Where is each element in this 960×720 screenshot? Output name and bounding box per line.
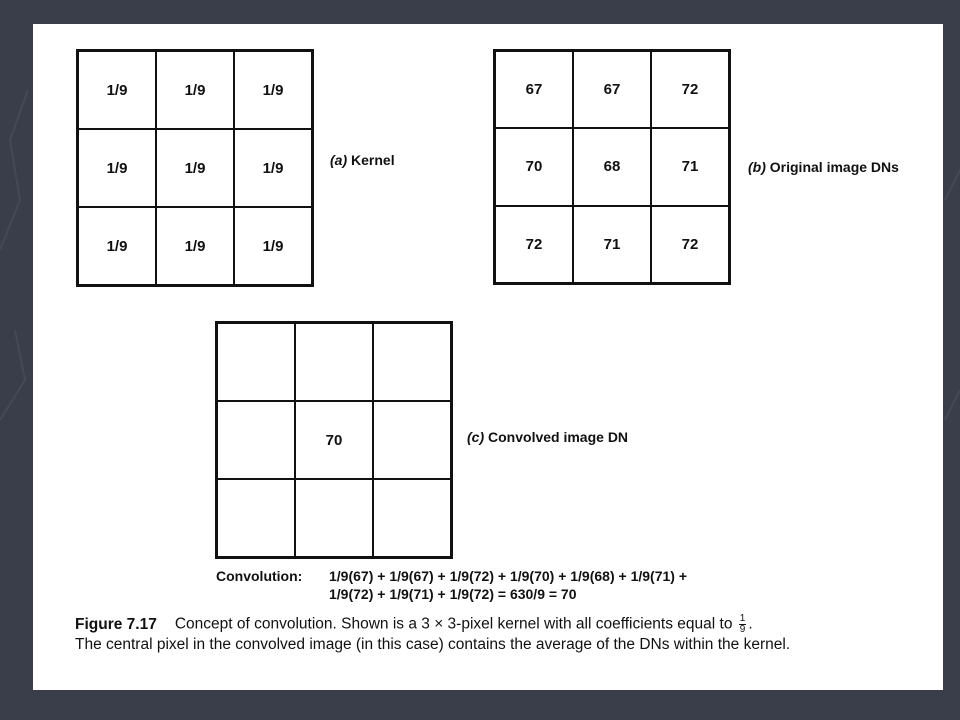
figure-label: Figure 7.17 [75,615,157,633]
kernel-cell: 1/9 [78,51,156,129]
kernel-caption [330,152,395,168]
one-ninth-fraction [739,614,747,635]
convolved-image-grid [215,321,453,559]
convolution-label: Convolution: [216,568,303,584]
convolved-cell [373,401,451,479]
figure-caption-period: . [748,615,753,633]
figure-caption-line-2: The central pixel in the convolved image (in this case) contains the average of the DNs within the kernel. [75,636,791,653]
kernel-cell: 1/9 [156,129,234,207]
original-cell: 72 [651,206,729,283]
figure-caption-text-1: Concept of convolution. Shown is a 3 × 3-pixel kernel with all coefficients equal to [174,615,733,633]
convolved-cell [295,479,373,557]
original-caption-tag: (b) [748,159,766,175]
original-cell: 67 [573,51,651,128]
kernel-grid [76,49,314,287]
fraction-numerator: 1 [739,613,746,624]
kernel-cell: 1/9 [78,129,156,207]
figure-caption-line-1 [75,614,925,635]
convolved-cell [295,323,373,401]
convolved-cell [217,401,295,479]
figure-caption [75,614,925,655]
original-cell: 68 [573,128,651,205]
original-caption-text: Original image DNs [769,159,899,175]
convolved-caption [467,429,628,445]
convolution-line-2: 1/9(72) + 1/9(71) + 1/9(72) = 630/9 = 70 [329,586,577,602]
convolved-cell [373,323,451,401]
kernel-caption-text: Kernel [351,152,395,168]
original-cell: 71 [651,128,729,205]
kernel-cell: 1/9 [234,207,312,285]
kernel-cell: 1/9 [234,129,312,207]
convolved-caption-tag: (c) [467,429,485,445]
kernel-cell: 1/9 [78,207,156,285]
convolved-center-cell: 70 [295,401,373,479]
convolved-cell [217,323,295,401]
fraction-denominator: 9 [739,624,746,635]
kernel-cell: 1/9 [156,51,234,129]
original-cell: 72 [651,51,729,128]
convolution-line-1: 1/9(67) + 1/9(67) + 1/9(72) + 1/9(70) + 1/9(68) + 1/9(71) + [329,568,687,584]
original-cell: 67 [495,51,573,128]
kernel-cell: 1/9 [234,51,312,129]
original-cell: 71 [573,206,651,283]
convolved-cell [217,479,295,557]
kernel-caption-tag: (a) [330,152,348,168]
document-page [33,24,943,690]
original-cell: 70 [495,128,573,205]
convolved-cell [373,479,451,557]
kernel-cell: 1/9 [156,207,234,285]
convolved-caption-text: Convolved image DN [488,429,629,445]
original-image-grid [493,49,731,285]
original-cell: 72 [495,206,573,283]
original-caption [748,159,899,175]
